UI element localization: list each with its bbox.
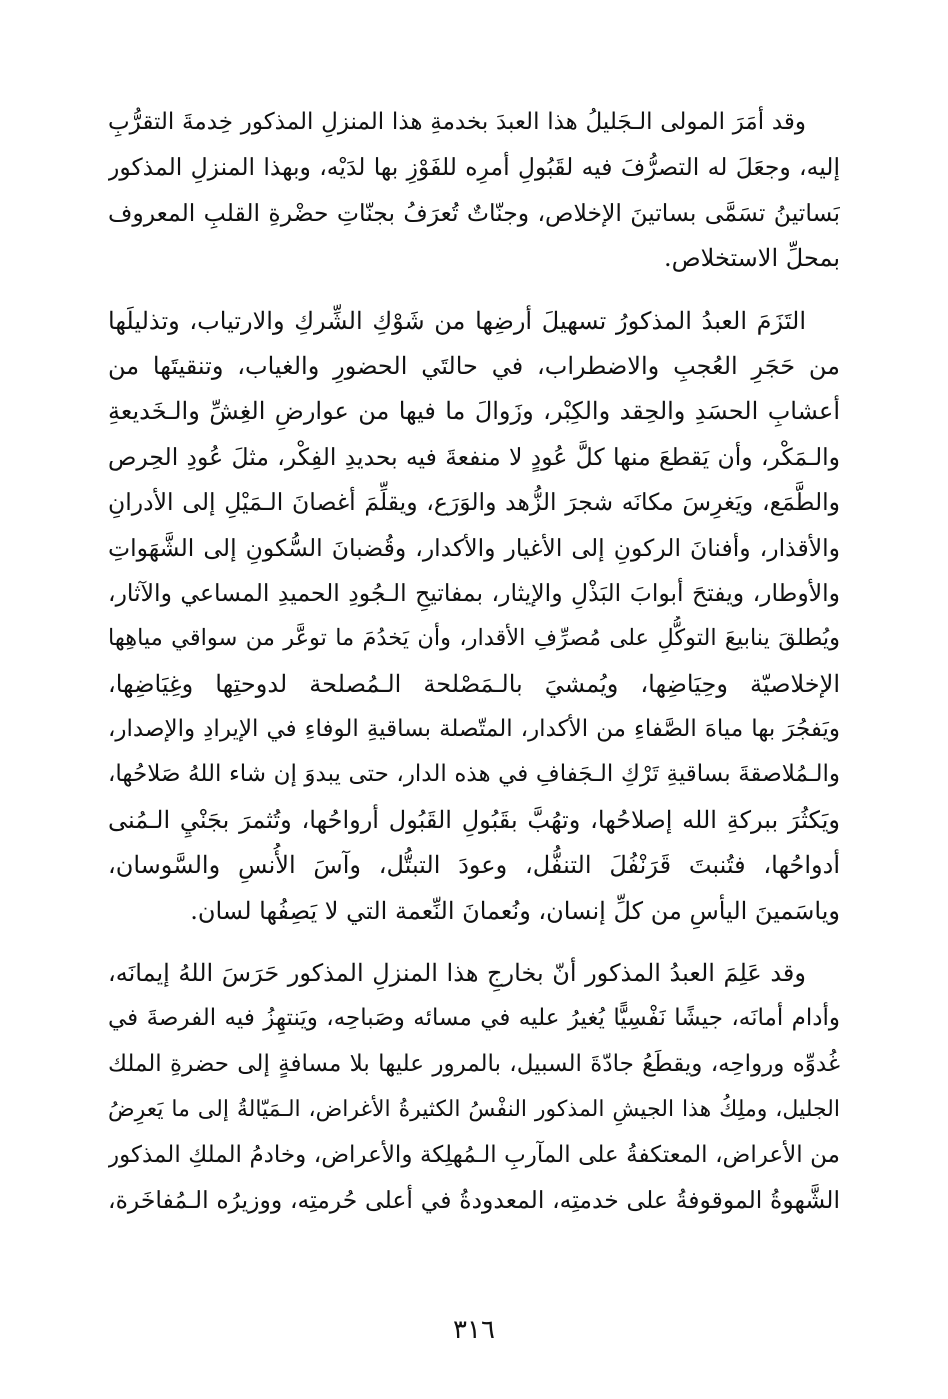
text-line: وقد عَلِمَ العبدُ المذكور أنّ بخارجِ هذا المنزلِ المذكور حَرَسَ اللهُ إيمانَه، (108, 959, 806, 988)
text-line: وقد أمَرَ المولى الـجَليلُ هذا العبدَ بخدمةِ هذا المنزلِ المذكور خِدمةَ التقرُّبِ (108, 109, 806, 135)
text-line: الإخلاصيّة وحِيَاضِها، ويُمشيَ بالـمَصْلحة الـمُصلحة لدوحتِها وغِيَاضِها، (108, 669, 840, 698)
text-line: من حَجَرِ العُجبِ والاضطراب، في حالتَي الحضورِ والغياب، وتنقيتَها من (108, 351, 840, 380)
text-line: وياسَمينَ اليأسِ من كلِّ إنسان، ونُعمانَ النِّعمة التي لا يَصِفُها لسان. (190, 896, 840, 925)
text-line: أعشابِ الحسَدِ والحِقد والكِبْر، وزَوالَ ما فيها من عوارضِ الغِشِّ والـخَديعةِ (108, 397, 840, 426)
text-line: بَساتينُ تسَمَّى بساتينَ الإخلاص، وجنّاتٌ تُعرَفُ بجنّاتِ حضْرةِ القلبِ المعروف (108, 198, 840, 227)
text-line: الشَّهوةُ الموقوفةُ على خدمتِه، المعدودةُ في أعلى حُرمتِه، ووزيرُه الـمُفاخَرة، (108, 1185, 840, 1214)
text-line: أدواحُها، فتُنبتَ قَرَنْفُلَ التنفُّل، وعودَ التبتُّل، وآسَ الأُنسِ والسَّوسان، (108, 851, 840, 880)
text-line: والـمَكْر، وأن يَقطعَ منها كلَّ عُودٍ لا منفعةَ فيه بحديدِ الفِكْر، مثلَ عُودِ الحِرص (108, 442, 840, 471)
text-line: ويُطلقَ ينابيعَ التوكُّلِ على مُصرِّفِ الأقدار، وأن يَخدُمَ ما توعَّر من سواقي مياهِها (108, 625, 840, 652)
text-line: بمحلِّ الاستخلاص. (663, 244, 840, 273)
text-line: التَزَمَ العبدُ المذكورُ تسهيلَ أرضِها من شَوْكِ الشِّركِ والارتياب، وتذليلَها (108, 306, 806, 335)
paragraph-gap (108, 282, 840, 299)
text-line: إليه، وجعَلَ له التصرُّفَ فيه لقَبُولِ أمرِه للفَوْزِ بها لدَيْه، وبهذا المنزلِ المذكور (108, 153, 840, 182)
text-line: وأدام أمانَه، جيشًا نَفْسِيًّا يُغيرُ عليه في مسائه وصَباحِه، ويَنتهِزُ فيه الفرصةَ في (108, 1005, 840, 1032)
text-line: غُدوِّه ورواحِه، ويقطَعُ جادّةَ السبيل، بالمرور عليها بلا مسافةٍ إلى حضرةِ الملك (108, 1050, 840, 1077)
text-line: ويَكثُرَ ببركةِ الله إصلاحُها، وتهُبَّ بقَبُولِ القَبُول أرواحُها، وتُثمرَ بجَنْيِ الـمُنى (108, 805, 840, 834)
text-line: والأوطار، ويفتحَ أبوابَ البَذْلِ والإيثار، بمفاتيحِ الـجُودِ الحميدِ المساعي والآثار، (108, 578, 840, 607)
text-line: والطَّمَع، ويَغرِسَ مكانَه شجرَ الزُّهد والوَرَع، ويقلِّمَ أغصانَ الـمَيْلِ إلى الأدرانِ (108, 488, 840, 517)
paragraph-2 (108, 299, 840, 934)
page-body (108, 100, 840, 1300)
paragraph-1 (108, 100, 840, 282)
text-line: ويَفجُرَ بها مياهَ الصَّفاءِ من الأكدار، المتّصلة بساقيةِ الوفاءِ في الإيرادِ والإصدار، (108, 716, 840, 743)
text-line: والـمُلاصقةَ بساقيةِ تَرْكِ الـجَفافِ في هذه الدار، حتى يبدوَ إن شاء اللهُ صَلاحُها، (108, 761, 840, 788)
text-line: والأقذار، وأفنانَ الركونِ إلى الأغيار والأكدار، وقُضبانَ السُّكونِ إلى الشَّهَواتِ (108, 533, 840, 562)
paragraph-gap (108, 934, 840, 951)
text-line: من الأعراض، المعتكفةُ على المآربِ الـمُهلِكة والأعراض، وخادمُ الملكِ المذكور (108, 1141, 840, 1168)
page-number: ٣١٦ (453, 1315, 495, 1345)
text-line: الجليل، وملِكُ هذا الجيشِ المذكور النفْسُ الكثيرةُ الأغراض، الـمَيّالةُ إلى ما يَعرِضُ (108, 1097, 840, 1123)
paragraph-3 (108, 951, 840, 1223)
